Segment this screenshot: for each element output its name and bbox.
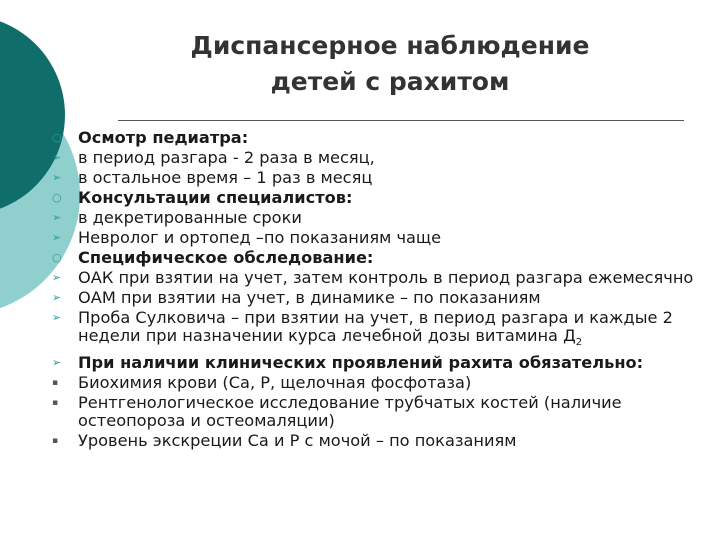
- list-item: [52, 308, 717, 353]
- arrow-icon: ➢: [52, 231, 62, 244]
- list-item: [52, 431, 717, 451]
- list-item: [52, 353, 717, 373]
- ring-icon: ○: [52, 131, 62, 144]
- arrow-icon: ➢: [52, 356, 62, 370]
- arrow-icon: ➢: [52, 271, 62, 284]
- list-item-text: Уровень экскреции Са и Р с мочой – по показаниям: [78, 431, 517, 451]
- list-item-text: При наличии клинических проявлений рахита обязательно:: [78, 353, 644, 373]
- title-line-1: Диспансерное наблюдение: [190, 31, 590, 60]
- ring-icon: ○: [52, 191, 62, 204]
- arrow-icon: ➢: [52, 311, 62, 324]
- list-item-text: ОАК при взятии на учет, затем контроль в период разгара ежемесячно: [78, 268, 694, 287]
- subscript: 2: [575, 337, 583, 349]
- square-icon: ▪: [52, 378, 59, 389]
- list-item: [52, 188, 717, 208]
- list-item-text: в период разгара - 2 раза в месяц,: [78, 148, 375, 167]
- square-icon: ▪: [52, 398, 59, 409]
- list-item: [52, 288, 717, 308]
- title-line-2: детей с рахитом: [270, 67, 510, 96]
- list-item-text: Специфическое обследование:: [78, 248, 374, 267]
- list-item: [52, 208, 717, 228]
- list-item: [52, 393, 717, 431]
- square-icon: ▪: [52, 436, 59, 447]
- list-item: [52, 268, 717, 288]
- arrow-icon: ➢: [52, 151, 62, 164]
- list-item: [52, 168, 717, 188]
- ring-icon: ○: [52, 251, 62, 264]
- arrow-icon: ➢: [52, 291, 62, 304]
- list-item-text: Осмотр педиатра:: [78, 128, 249, 147]
- list-item: [52, 248, 717, 268]
- list-item-text: Рентгенологическое исследование трубчатых костей (наличие остеопороза и остеомаляции): [78, 393, 622, 431]
- content-list: [52, 128, 717, 451]
- list-item-text: Консультации специалистов:: [78, 188, 353, 207]
- list-item-text: Биохимия крови (Са, Р, щелочная фосфотаза): [78, 373, 472, 393]
- arrow-icon: ➢: [52, 171, 62, 184]
- list-item: [52, 128, 717, 148]
- list-item-text: в декретированные сроки: [78, 208, 302, 227]
- slide-title: [110, 28, 670, 100]
- list-item-text: в остальное время – 1 раз в месяц: [78, 168, 373, 187]
- arrow-icon: ➢: [52, 211, 62, 224]
- list-item: [52, 228, 717, 248]
- list-item-text: Невролог и ортопед –по показаниям чаще: [78, 228, 442, 247]
- list-item: [52, 373, 717, 393]
- list-item-text: ОАМ при взятии на учет, в динамике – по показаниям: [78, 288, 541, 307]
- list-item: [52, 148, 717, 168]
- title-divider: [118, 120, 684, 121]
- list-item-text: Проба Сулковича – при взятии на учет, в период разгара и каждые 2 недели при назначении курса лечебной дозы витамина $Д_2$: [78, 308, 673, 349]
